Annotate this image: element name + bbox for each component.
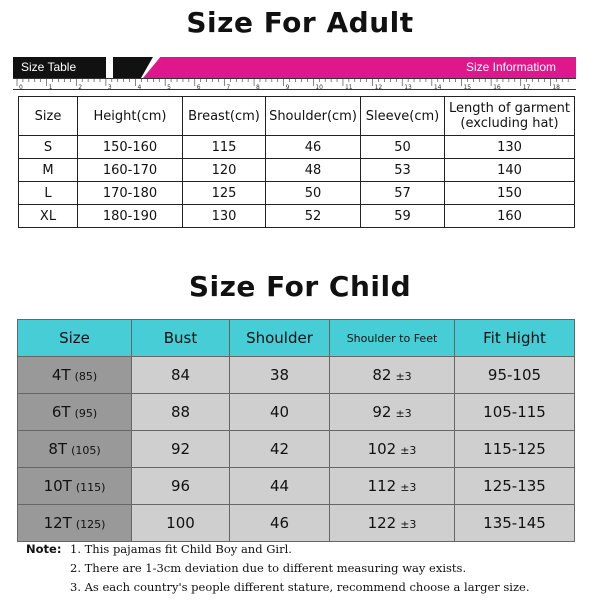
child-cell-shoulder-to-feet [330,505,455,542]
ruler-number: 10 [315,84,323,91]
ruler-number: 5 [167,84,171,91]
note-item [26,559,586,578]
child-size-height: (105) [71,444,101,457]
adult-cell-size: L [19,182,78,205]
child-cell-bust: 88 [132,394,230,431]
child-cell-fit-height: 105-115 [455,394,575,431]
child-feet-tolerance: ±3 [395,407,412,420]
note-text: 3. As each country's people different stature, recommend choose a larger size. [70,580,530,594]
child-size-label: 6T [51,403,71,421]
ruler-number: 0 [19,84,23,91]
ruler-number: 4 [137,84,142,91]
child-size-height: (115) [75,481,106,494]
ruler-number: 11 [344,84,353,91]
adult-table-row [19,159,575,182]
adult-header-breast: Breast(cm) [183,97,266,136]
adult-cell-length: 130 [445,136,575,159]
adult-cell-shoulder: 50 [266,182,361,205]
adult-cell-height: 160-170 [78,159,183,182]
adult-table-body [19,136,575,228]
adult-cell-height: 180-190 [78,205,183,228]
ruler-ticks [13,79,576,91]
child-feet-tolerance: ±3 [400,518,417,531]
child-cell-bust: 92 [132,431,230,468]
child-header-fit-height: Fit Hight [455,320,575,357]
child-feet-tolerance: ±3 [400,481,417,494]
adult-cell-shoulder: 48 [266,159,361,182]
child-size-table [17,319,575,542]
child-cell-size [18,431,132,468]
child-header-shoulder: Shoulder [230,320,330,357]
adult-cell-length: 150 [445,182,575,205]
adult-header-length [445,97,575,136]
adult-header-height: Height(cm) [78,97,183,136]
notes-section [26,540,586,597]
child-header-size: Size [18,320,132,357]
measuring-ruler [13,78,576,90]
ruler-number: 6 [196,84,201,91]
adult-cell-height: 170-180 [78,182,183,205]
adult-cell-sleeve: 50 [361,136,445,159]
adult-header-length-line2: (excluding hat) [460,116,559,131]
child-cell-size [18,394,132,431]
ruler-number: 2 [78,84,83,91]
child-cell-bust: 96 [132,468,230,505]
adult-cell-breast: 130 [183,205,266,228]
child-cell-shoulder-to-feet [330,357,455,394]
ruler-number: 16 [493,84,501,91]
adult-table-row [19,182,575,205]
ruler-number: 3 [107,84,112,91]
adult-cell-breast: 120 [183,159,266,182]
child-feet-value: 92 [372,403,392,421]
size-information-label: Size Informatiom [465,60,556,74]
child-size-height: (95) [74,407,98,420]
child-table-row [18,468,575,505]
note-text: 1. This pajamas fit Child Boy and Girl. [70,542,292,556]
adult-header-row [19,97,575,136]
child-cell-shoulder-to-feet [330,431,455,468]
child-cell-bust: 84 [132,357,230,394]
child-cell-shoulder-to-feet [330,468,455,505]
ruler-number: 1 [48,84,53,91]
ruler-number: 17 [522,84,531,91]
size-table-label: Size Table [13,57,106,78]
child-cell-shoulder: 38 [230,357,330,394]
adult-cell-size: XL [19,205,78,228]
child-feet-value: 82 [372,366,392,384]
adult-size-title: Size For Adult [186,6,414,39]
adult-header-length-line1: Length of garment [449,101,570,116]
child-table-row [18,394,575,431]
child-cell-fit-height: 95-105 [455,357,575,394]
child-size-label: 8T [48,440,68,458]
child-feet-value: 102 [367,440,397,458]
note-item [26,578,586,597]
child-cell-shoulder: 42 [230,431,330,468]
adult-table-row [19,205,575,228]
child-size-height: (125) [75,518,106,531]
child-size-label: 4T [51,366,71,384]
adult-cell-height: 150-160 [78,136,183,159]
ruler-number: 18 [552,84,561,91]
adult-cell-sleeve: 57 [361,182,445,205]
child-cell-bust: 100 [132,505,230,542]
child-cell-size [18,468,132,505]
child-cell-shoulder: 44 [230,468,330,505]
adult-cell-length: 140 [445,159,575,182]
child-cell-fit-height: 125-135 [455,468,575,505]
adult-cell-length: 160 [445,205,575,228]
ruler-number: 12 [374,84,383,91]
adult-cell-sleeve: 53 [361,159,445,182]
child-cell-fit-height: 135-145 [455,505,575,542]
adult-cell-breast: 115 [183,136,266,159]
note-label: Note: [26,542,62,556]
adult-size-table [18,96,575,228]
child-header-bust: Bust [132,320,230,357]
child-header-shoulder-to-feet: Shoulder to Feet [330,320,455,357]
child-feet-value: 122 [367,514,397,532]
child-feet-tolerance: ±3 [400,444,417,457]
child-cell-size [18,357,132,394]
ruler-number: 7 [226,84,231,91]
adult-cell-shoulder: 46 [266,136,361,159]
ruler-number: 15 [463,84,472,91]
child-table-row [18,431,575,468]
ruler-number: 9 [285,84,290,91]
ruler-number: 13 [404,84,412,91]
adult-cell-size: S [19,136,78,159]
child-feet-tolerance: ±3 [395,370,412,383]
ruler-number: 8 [256,84,260,91]
adult-header-sleeve: Sleeve(cm) [361,97,445,136]
child-cell-shoulder: 40 [230,394,330,431]
child-size-title: Size For Child [188,270,412,303]
child-size-height: (85) [74,370,98,383]
ruler-number: 14 [433,84,442,91]
child-cell-fit-height: 115-125 [455,431,575,468]
adult-cell-sleeve: 59 [361,205,445,228]
adult-cell-breast: 125 [183,182,266,205]
adult-header-size: Size [19,97,78,136]
adult-cell-size: M [19,159,78,182]
adult-cell-shoulder: 52 [266,205,361,228]
child-table-body [18,357,575,542]
child-table-row [18,357,575,394]
child-size-label: 12T [43,514,72,532]
adult-header-shoulder: Shoulder(cm) [266,97,361,136]
child-feet-value: 112 [367,477,397,495]
child-size-label: 10T [43,477,72,495]
child-table-row [18,505,575,542]
adult-table-row [19,136,575,159]
child-cell-shoulder-to-feet [330,394,455,431]
child-cell-shoulder: 46 [230,505,330,542]
child-header-row [18,320,575,357]
size-table-banner [13,54,576,90]
child-cell-size [18,505,132,542]
note-item [26,540,586,559]
note-text: 2. There are 1-3cm deviation due to different measuring way exists. [70,561,467,575]
